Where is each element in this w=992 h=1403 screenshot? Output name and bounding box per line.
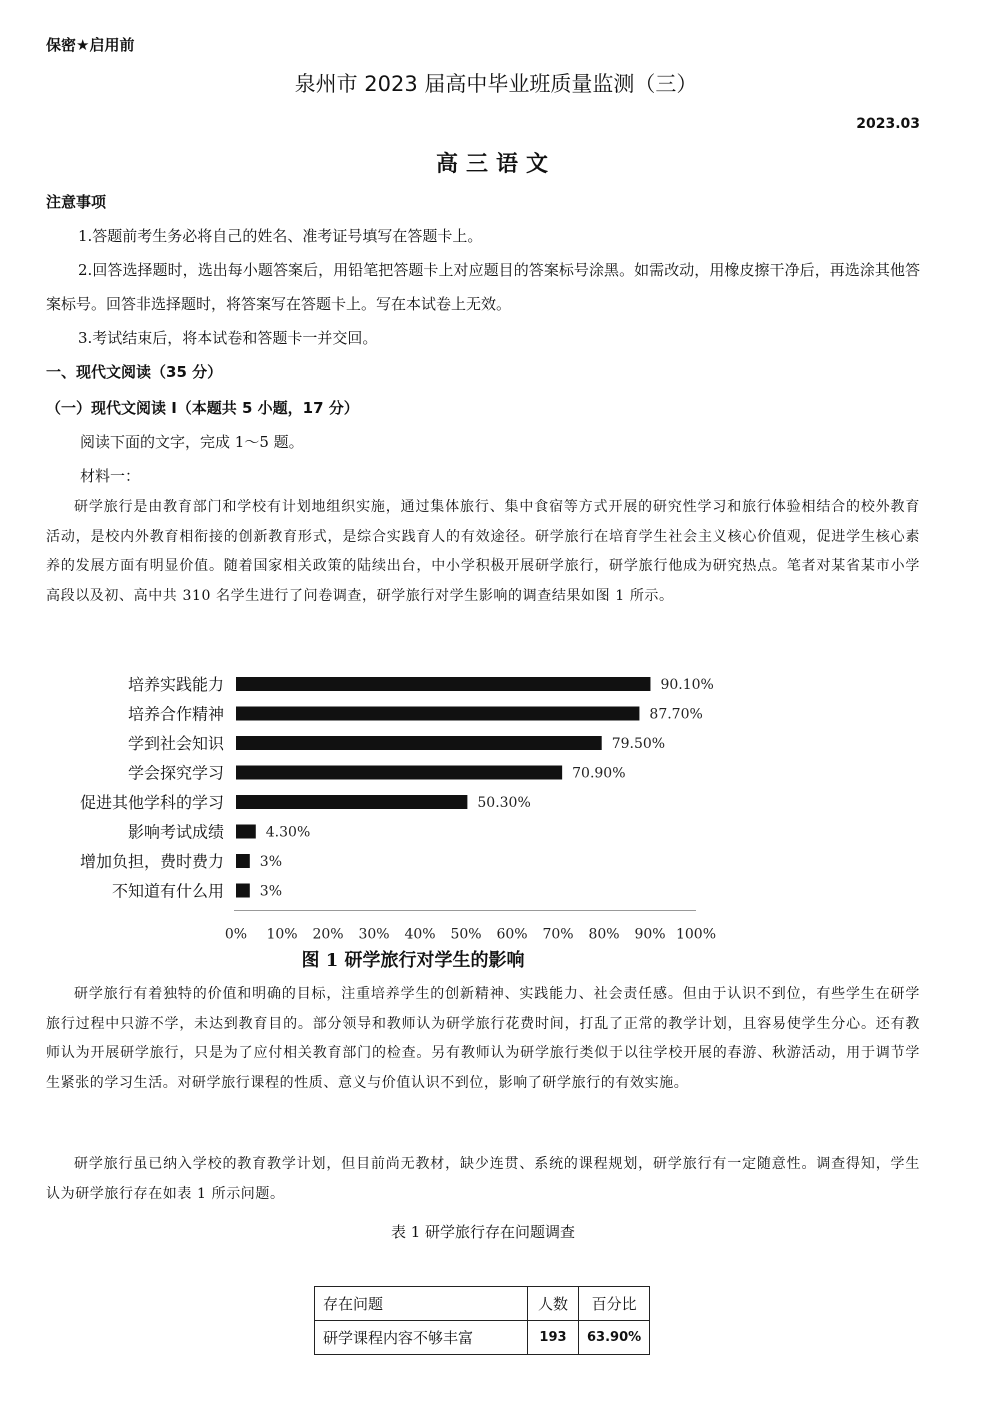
data-value-label: 3% [259,883,283,900]
data-bar [236,736,602,750]
x-tick-label: 10% [266,926,298,943]
category-label: 不知道有什么用 [111,881,224,901]
x-tick-label: 60% [496,926,528,943]
table-header-cell: 百分比 [579,1287,650,1321]
table-row [315,1321,650,1355]
table-cell: 研学课程内容不够丰富 [315,1321,528,1355]
table-cell: 193 [528,1321,579,1355]
data-value-label: 87.70% [649,706,703,723]
data-value-label: 3% [259,854,283,870]
figure-caption: 图 1 研学旅行对学生的影响 [301,950,525,971]
exam-title: 泉州市 2023 届高中毕业班质量监测（三） [294,72,698,96]
material-label: 材料一： [80,467,141,485]
data-value-label: 90.10% [660,677,714,693]
notice-heading: 注意事项 [46,193,107,211]
x-tick-label: 80% [588,926,620,943]
x-tick-label: 50% [450,926,482,943]
data-bar [236,825,256,839]
category-label: 增加负担，费时费力 [79,852,224,871]
data-value-label: 70.90% [572,765,626,782]
category-label: 学会探究学习 [127,763,224,783]
subject-title: 高三语文 [435,152,556,177]
data-bar [236,854,250,868]
data-value-label: 4.30% [265,824,311,841]
x-tick-label: 90% [634,926,666,943]
confidential-label: 保密★启用前 [46,36,135,54]
table-caption: 表 1 研学旅行存在问题调查 [390,1223,576,1241]
x-tick-label: 100% [675,926,717,943]
data-value-label: 79.50% [611,736,666,752]
data-value-label: 50.30% [477,795,531,811]
data-bar [236,795,467,809]
subsection-heading: （一）现代文阅读 I（本题共 5 小题，17 分） [46,399,359,417]
data-bar [236,766,562,780]
table-header-cell: 人数 [528,1287,579,1321]
x-tick-label: 30% [358,926,390,943]
x-tick-label: 70% [542,926,574,943]
reading-instruction: 阅读下面的文字，完成 1～5 题。 [80,433,304,451]
table-header-cell: 存在问题 [315,1287,528,1321]
notice-item-2: 2.回答选择题时，选出每小题答案后，用铅笔把答题卡上对应题目的答案标号涂黑。如需改动，用橡皮擦干净后，再选涂其他答案标号。回答非选择题时，将答案写在答题卡上。写在本试卷上无效。 [46,261,920,313]
paragraph-2: 研学旅行有着独特的价值和明确的目标，注重培养学生的创新精神、实践能力、社会责任感。但由于认识不到位，有些学生在研学旅行过程中只游不学，未达到教育目的。部分领导和教师认为研学旅行花费时间，打乱了正常的教学计划，且容易使学生分心。还有教师认为开展研学旅行，只是为了应付相关教育部门的检查。另有教师认为研学旅行类似于以往学校开展的春游、秋游活动，用于调节学生紧张的学习生活。对研学旅行课程的性质、意义与价值认识不到位，影响了研学旅行的有效实施。 [46,986,920,1091]
category-label: 培养实践能力 [127,675,224,694]
paragraph-3: 研学旅行虽已纳入学校的教育教学计划，但目前尚无教材，缺少连贯、系统的课程规划，研学旅行有一定随意性。调查得知，学生认为研学旅行存在如表 1 所示问题。 [46,1156,920,1202]
table-header-row [315,1287,650,1321]
data-bar [236,707,639,721]
x-tick-label: 0% [224,926,248,943]
exam-date: 2023.03 [856,116,920,132]
x-tick-label: 40% [404,926,436,943]
table-cell: 63.90% [579,1321,650,1355]
survey-table [314,1286,650,1355]
category-label: 影响考试成绩 [127,822,224,842]
category-label: 促进其他学科的学习 [79,793,224,812]
x-tick-label: 20% [312,926,344,943]
notice-item-3: 3.考试结束后，将本试卷和答题卡一并交回。 [78,329,378,347]
data-bar [236,677,650,691]
data-bar [236,884,250,898]
paragraph-1: 研学旅行是由教育部门和学校有计划地组织实施，通过集体旅行、集中食宿等方式开展的研究性学习和旅行体验相结合的校外教育活动，是校内外教育相衔接的创新教育形式，是综合实践育人的有效途径。研学旅行在培育学生社会主义核心价值观，促进学生核心素养的发展方面有明显价值。随着国家相关政策的陆续出台，中小学积极开展研学旅行，研学旅行他成为研究热点。笔者对某省某市小学高段以及初、高中共 310 名学生进行了问卷调查，研学旅行对学生影响的调查结果如图 1 所示。 [46,499,920,604]
section-heading: 一、现代文阅读（35 分） [46,363,223,381]
notice-item-1: 1.答题前考生务必将自己的姓名、准考证号填写在答题卡上。 [78,227,483,245]
category-label: 学到社会知识 [127,734,224,753]
impact-bar-chart [46,664,746,944]
category-label: 培养合作精神 [127,704,224,724]
